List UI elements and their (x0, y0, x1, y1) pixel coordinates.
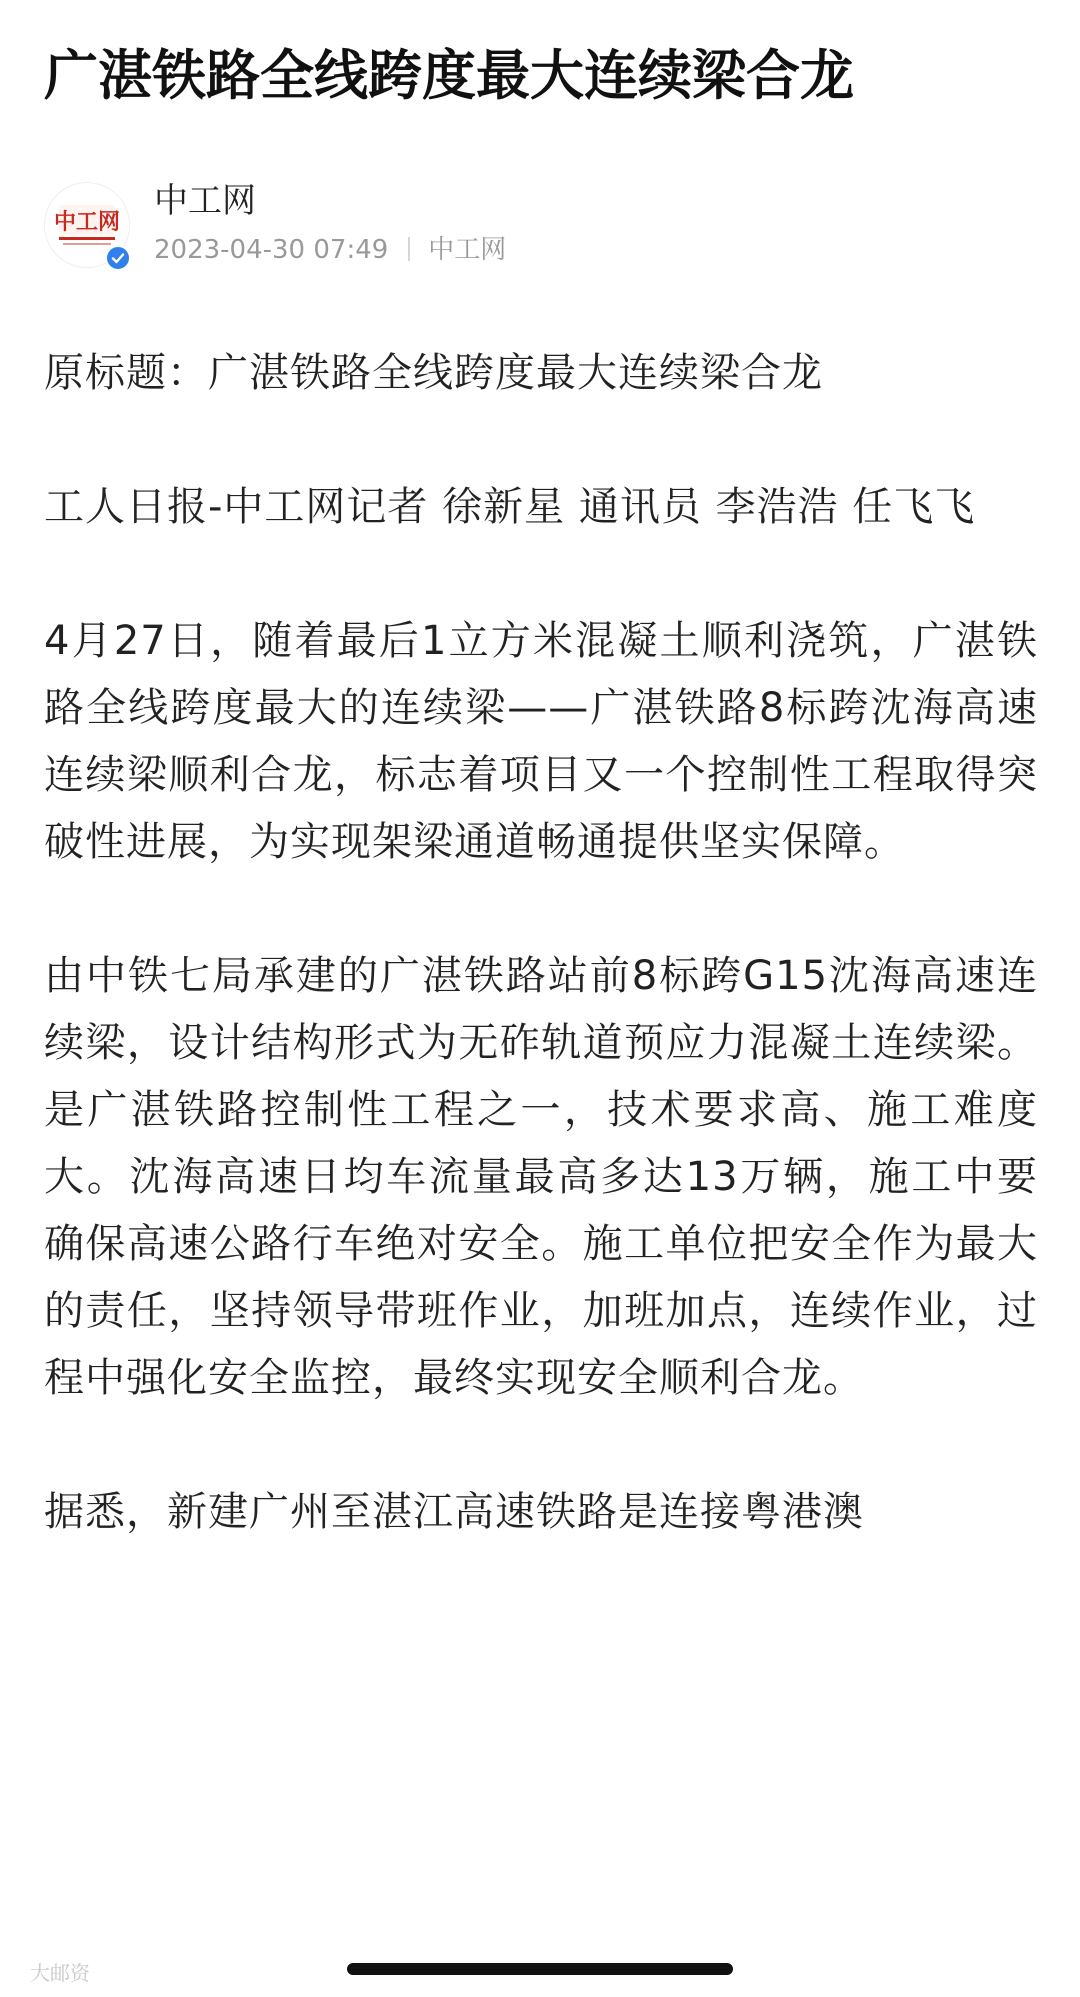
svg-text:中工网: 中工网 (53, 210, 121, 235)
paragraph-byline: 工人日报-中工网记者 徐新星 通讯员 李浩浩 任飞飞 (44, 484, 976, 530)
article-title: 广湛铁路全线跨度最大连续梁合龙 (44, 44, 854, 107)
article-body (44, 340, 1038, 1613)
publish-datetime: 2023-04-30 07:49 (154, 235, 389, 265)
publish-meta (154, 232, 506, 268)
paragraph-2: 由中铁七局承建的广湛铁路站前8标跨G15沈海高速连续梁，设计结构形式为无砟轨道预应力混凝土连续梁。是广湛铁路控制性工程之一，技术要求高、施工难度大。沈海高速日均车流量最高多达13万辆，施工中要确保高速公路行车绝对安全。施工单位把安全作为最大的责任，坚持领导带班作业，加班加点，连续作业，过程中强化安全监控，最终实现安全顺利合龙。 (44, 953, 1038, 1401)
watermark: 大邮资 (30, 1961, 90, 1985)
verified-check-icon (105, 245, 131, 271)
paragraph-3: 据悉，新建广州至湛江高速铁路是连接粤港澳 (44, 1489, 864, 1535)
publisher-name[interactable]: 中工网 (428, 235, 507, 265)
meta-divider (408, 237, 410, 261)
paragraph-original-title: 原标题：广湛铁路全线跨度最大连续梁合龙 (44, 350, 823, 396)
author-row[interactable] (44, 178, 1044, 270)
source-name[interactable]: 中工网 (154, 181, 256, 221)
home-indicator[interactable] (347, 1963, 733, 1975)
avatar[interactable] (44, 182, 130, 268)
paragraph-1: 4月27日，随着最后1立方米混凝土顺利浇筑，广湛铁路全线跨度最大的连续梁——广湛铁路8标跨沈海高速连续梁顺利合龙，标志着项目又一个控制性工程取得突破性进展，为实现架梁通道畅通提供坚实保障。 (44, 618, 1038, 865)
